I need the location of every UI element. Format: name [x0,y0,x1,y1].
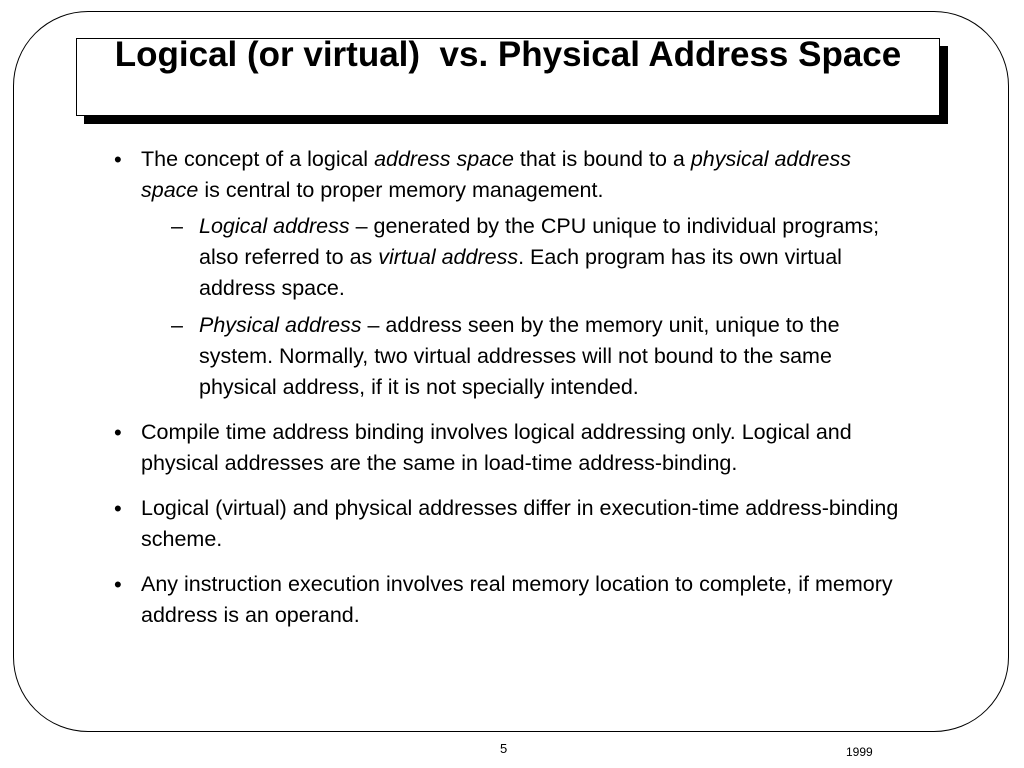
page-number: 5 [500,741,508,756]
bullet-text: The concept of a logical address space that is bound to a physical address space is central to proper memory management. [141,147,851,202]
bullet-dot-icon: • [114,572,122,597]
bullet-dot-icon: • [114,147,122,172]
sub-bullet-text: Physical address – address seen by the memory unit, unique to the system. Normally, two virtual addresses will not bound to the same physical address, if it is not specially intended. [199,313,840,399]
sub-bullet-item [169,211,899,304]
bullet-dot-icon: • [114,420,122,445]
dash-icon: – [171,313,183,337]
bullet-item [113,569,913,631]
bullet-item [113,144,913,206]
title-box [76,35,940,116]
bullet-item [113,417,913,479]
dash-icon: – [171,214,183,238]
bullet-item [113,493,913,555]
sub-bullet-list [113,211,913,403]
bullet-text: Compile time address binding involves logical addressing only. Logical and physical addresses are the same in load-time address-binding. [141,420,852,475]
bullet-text: Logical (virtual) and physical addresses differ in execution-time address-binding scheme. [141,496,899,551]
bullet-text: Any instruction execution involves real memory location to complete, if memory address is an operand. [141,572,893,627]
bullet-dot-icon: • [114,496,122,521]
sub-bullet-text: Logical address – generated by the CPU unique to individual programs; also referred to as virtual address. Each program has its own virtual address space. [199,214,880,300]
slide-content [113,144,913,631]
footer-year: 1999 [846,745,873,759]
sub-bullet-item [169,310,899,403]
slide-title: Logical (or virtual) vs. Physical Address Space [114,35,902,74]
